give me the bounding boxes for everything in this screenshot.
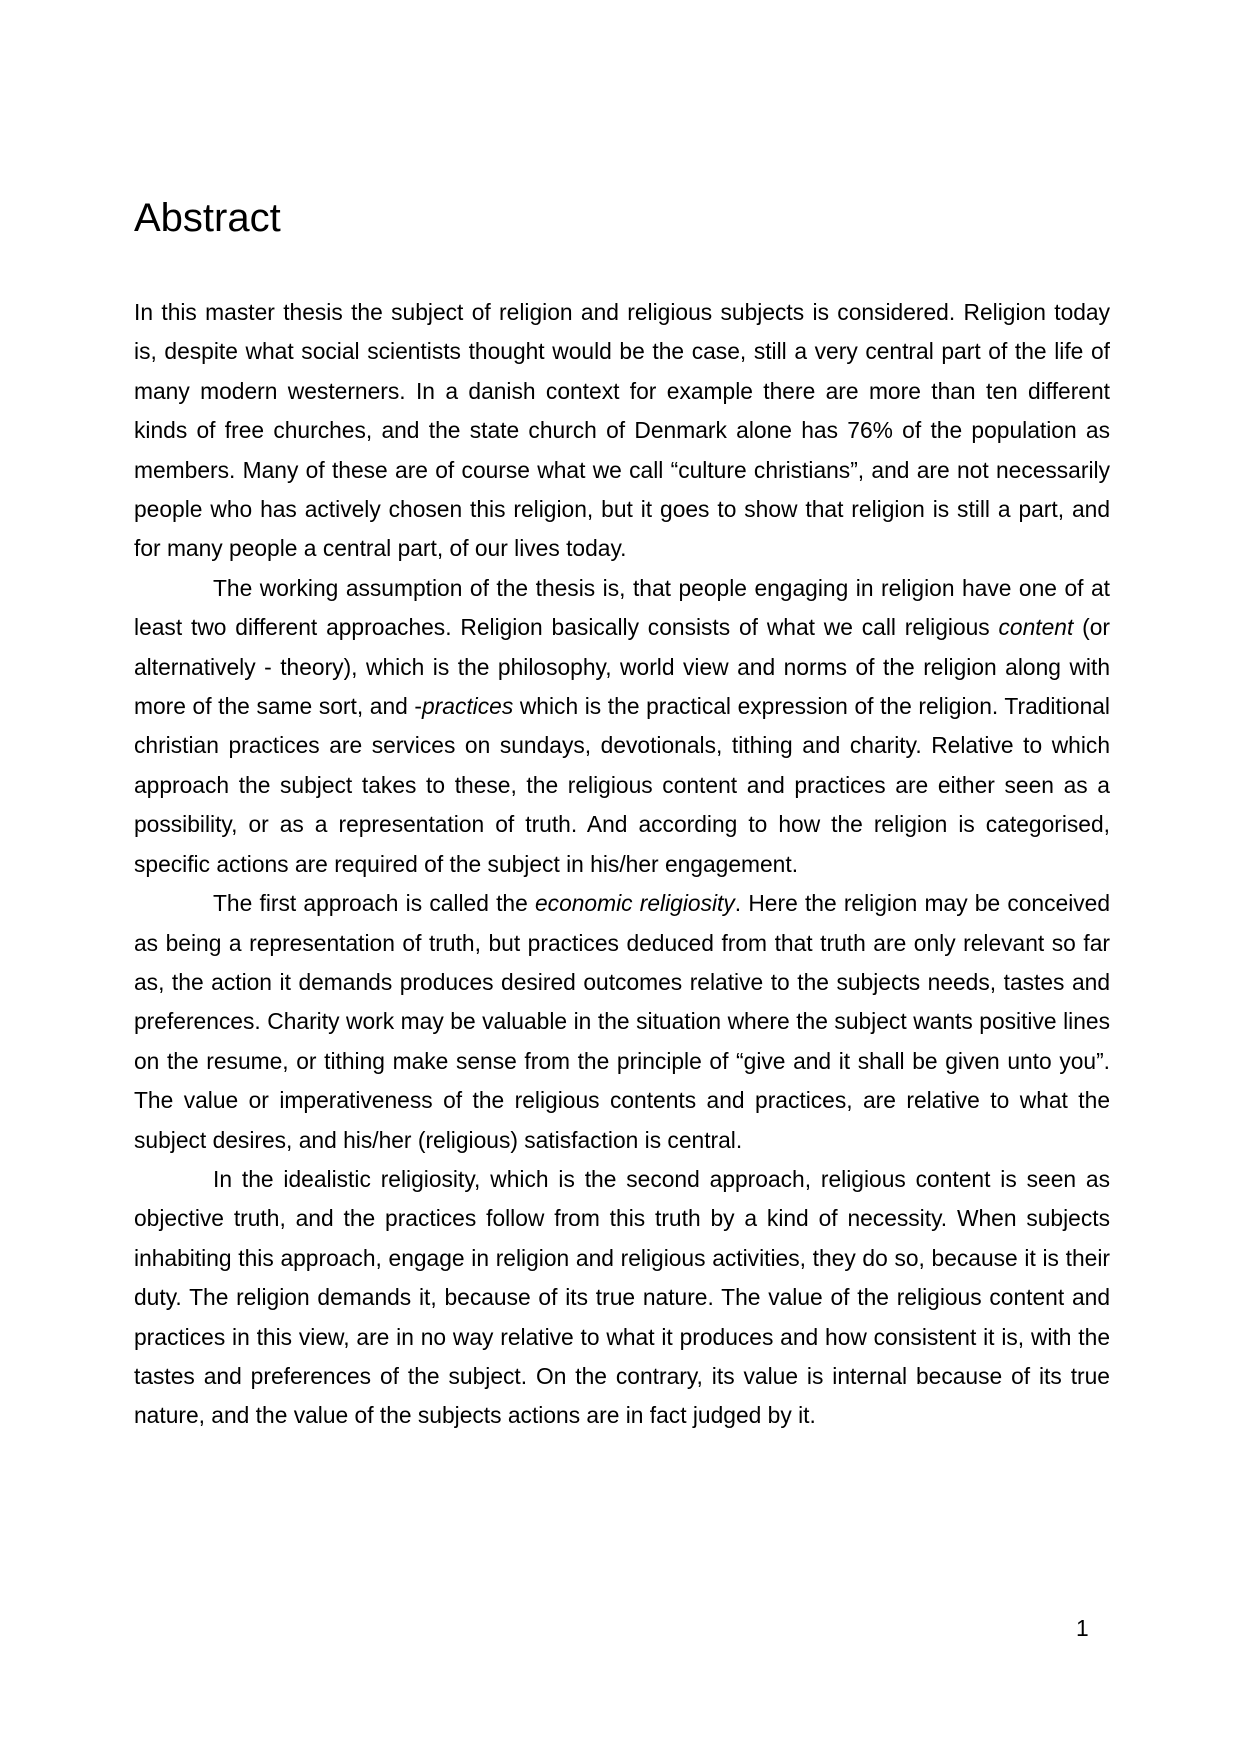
text-run: In the idealistic religiosity, which is the second approach, religious content is seen as objective truth, and the practices follow from this truth by a kind of necessity. When subjects inhabiting this approach, engage in religion and religious activities, they do so, because it is their duty. The religion demands it, because of its true nature. The value of the religious content and practices in this view, are in no way relative to what it produces and how consistent it is, with the tastes and preferences of the subject. On the contrary, its value is internal because of its true nature, and the value of the subjects actions are in fact judged by it. [134,1165,1110,1429]
italic-text-run: economic religiosity [535,890,735,917]
abstract-body [134,293,1110,1436]
paragraph [134,1160,1110,1436]
text-run: which is the practical expression of the religion. Traditional christian practices are services on sundays, devotionals, tithing and charity. Relative to which approach the subject takes to these, the religious content and practices are either seen as a possibility, or as a representation of truth. And according to how the religion is categorised, specific actions are required of the subject in his/her engagement. [134,693,1110,877]
text-run: The first approach is called the [213,890,535,917]
text-run: . Here the religion may be conceived as being a representation of truth, but practices deduced from that truth are only relevant so far as, the action it demands produces desired outcomes relative to the subjects needs, tastes and preferences. Charity work may be valuable in the situation where the subject wants positive lines on the resume, or tithing make sense from the principle of “give and it shall be given unto you”. The value or imperativeness of the religious contents and practices, are relative to what the subject desires, and his/her (religious) satisfaction is central. [134,890,1111,1153]
italic-text-run: content [998,614,1074,641]
paragraph [134,293,1110,569]
page-number: 1 [1076,1615,1089,1641]
paragraph [134,569,1110,884]
text-run: (or alternatively - theory), which is the philosophy, world view and norms of the religion along with more of the same sort, and - [134,614,1110,720]
abstract-heading: Abstract [134,196,281,240]
italic-text-run: practices [422,693,514,720]
text-run: In this master thesis the subject of religion and religious subjects is considered. Religion today is, despite what social scientists thought would be the case, still a very central part of the life of many modern westerners. In a danish context for example there are more than ten different kinds of free churches, and the state church of Denmark alone has 76% of the population as members. Many of these are of course what we call “culture christians”, and are not necessarily people who has actively chosen this religion, but it goes to show that religion is still a part, and for many people a central part, of our lives today. [134,299,1110,562]
paragraph [134,884,1110,1160]
text-run: The working assumption of the thesis is, that people engaging in religion have one of at least two different approaches. Religion basically consists of what we call religious [134,574,1110,641]
